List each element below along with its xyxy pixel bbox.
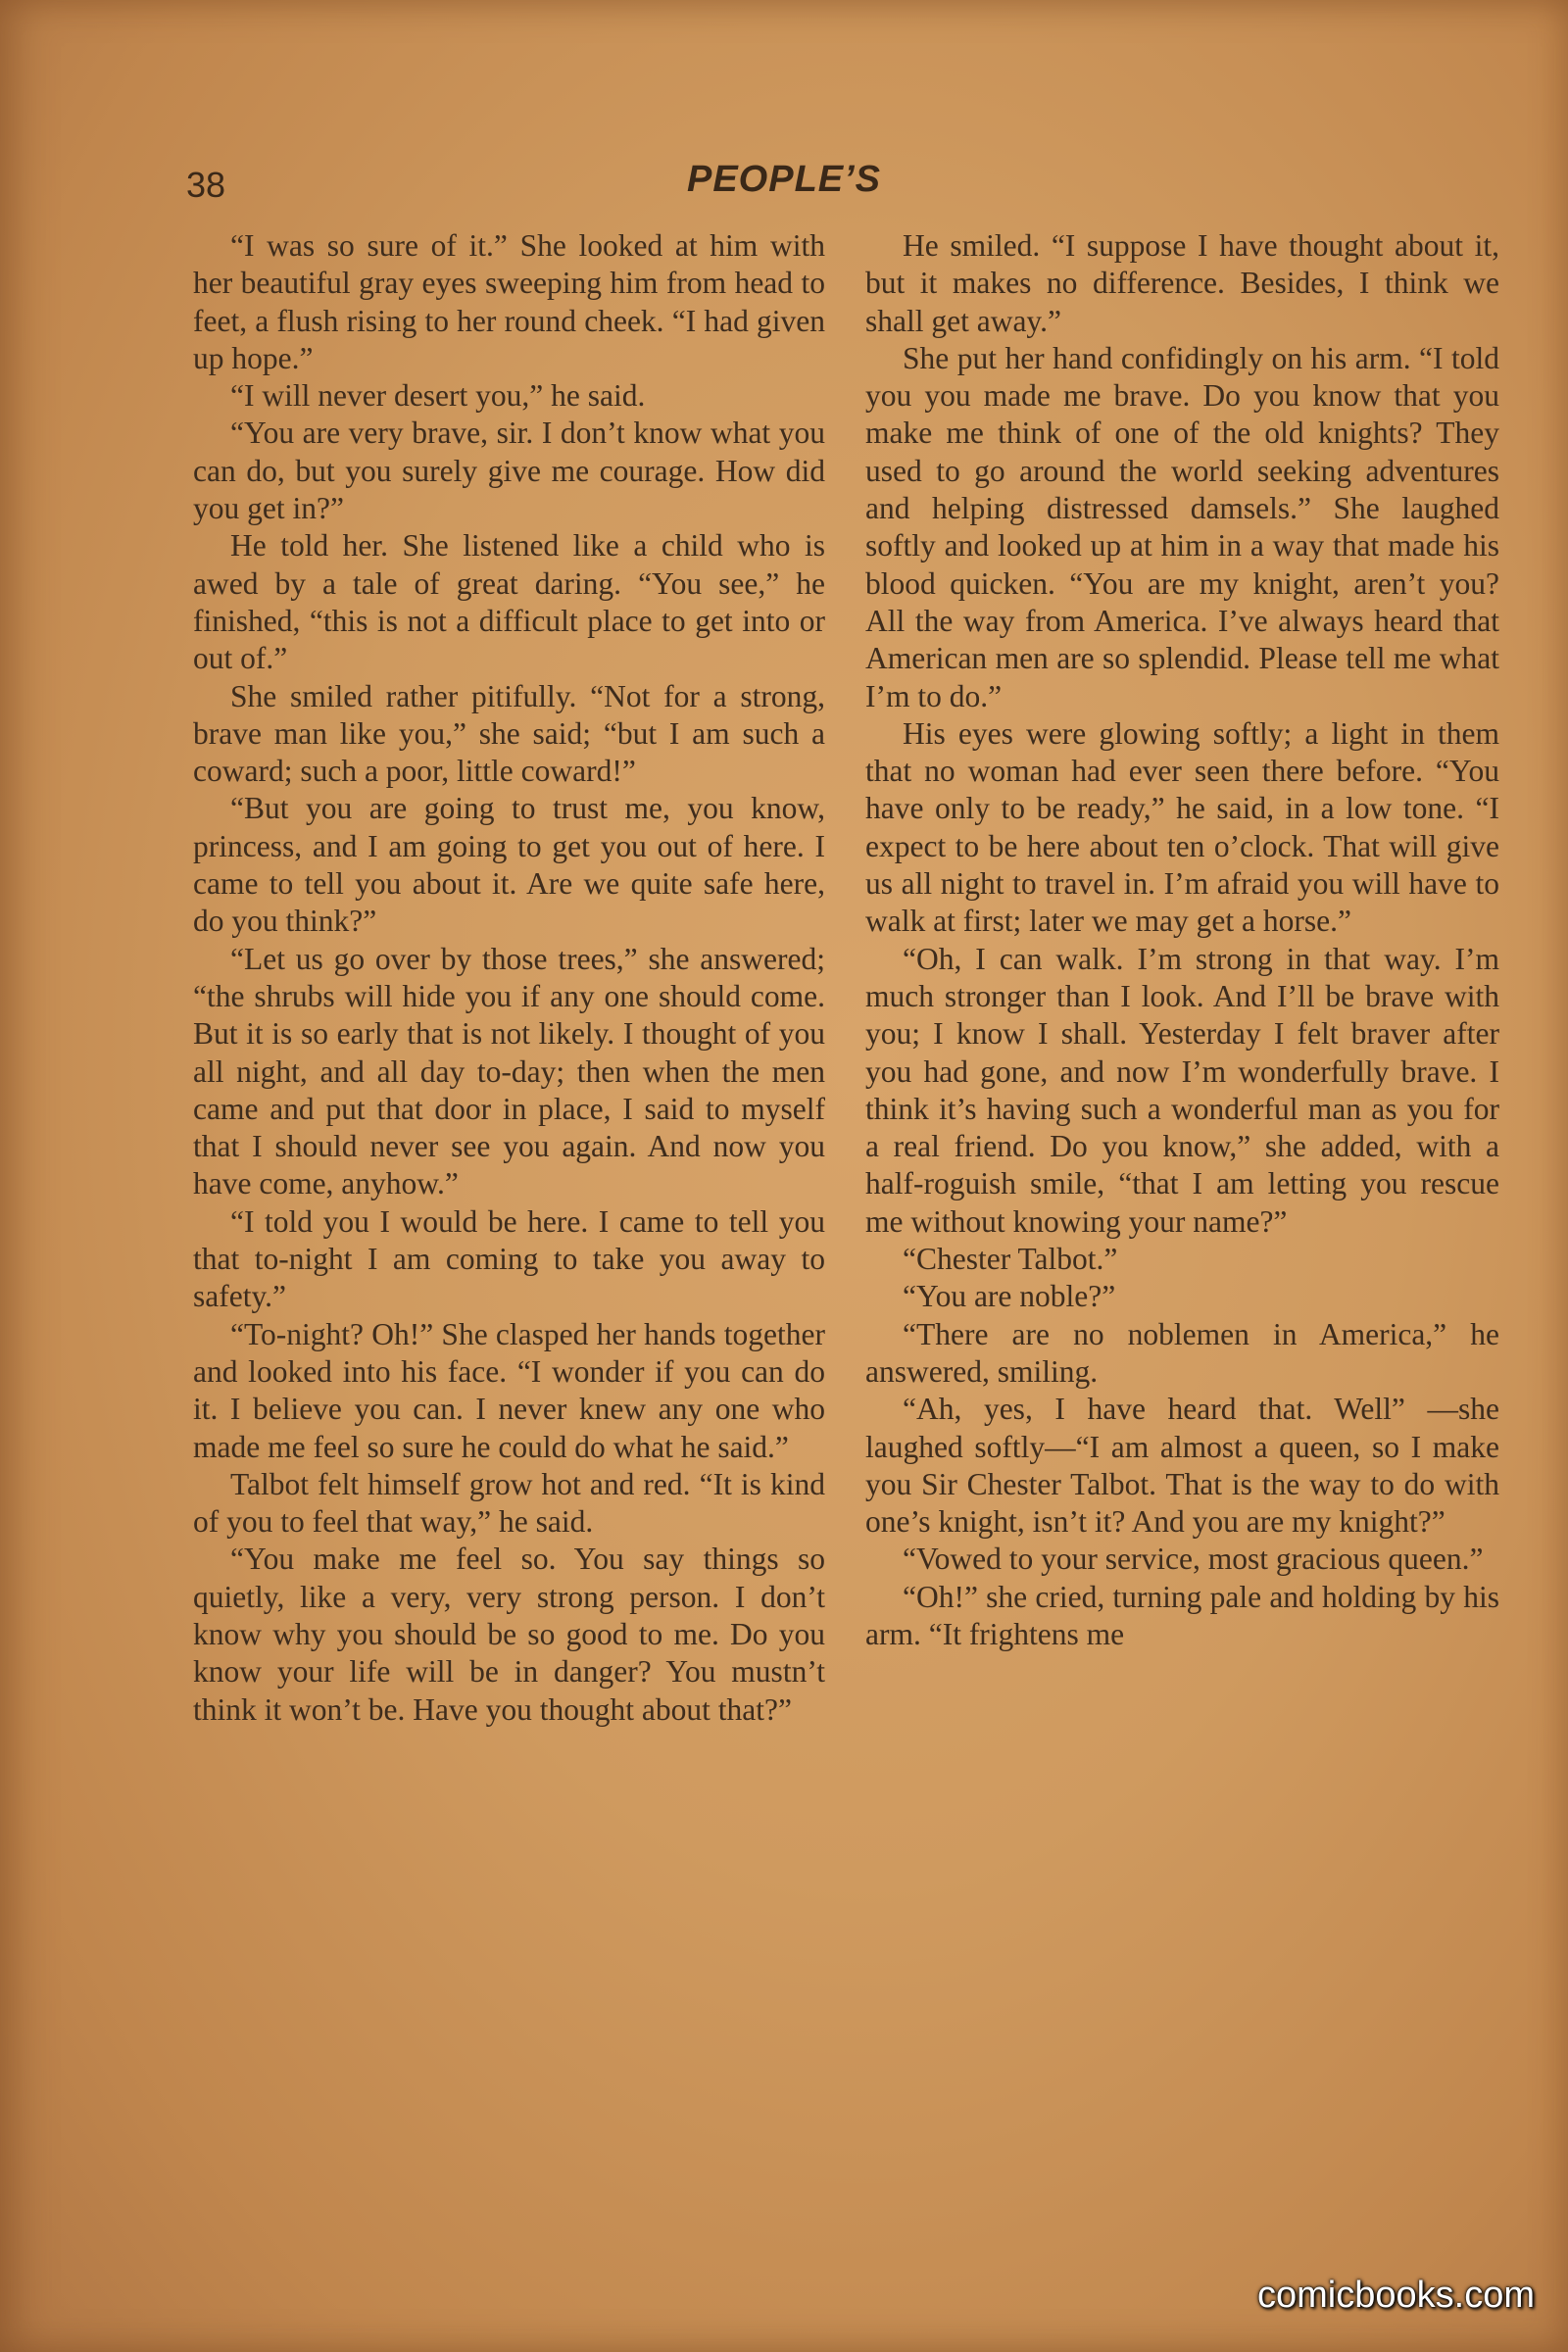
paragraph: “You are noble?” [903,1279,1116,1314]
paragraph: “Ah, yes, I have heard that. Well” —she laughed softly—“I am almost a queen, so I make you Sir Chester Talbot. That is the way to do with one’s knight, isn’t it? And you are my knight?” [865,1392,1499,1540]
page-number: 38 [186,165,226,205]
right-column [865,227,1499,1653]
paragraph: His eyes were glowing softly; a light in them that no woman had ever seen there before. “You have only to be ready,” he said, in a low tone. “I expect to be here about ten o’clock. That will give us all night to travel in. I’m afraid you will have to walk at first; later we may get a horse.” [865,715,1499,939]
left-column [193,227,825,1729]
paragraph: “But you are going to trust me, you know, princess, and I am going to get you out of here. I came to tell you about it. Are we quite safe here, do you think?” [193,791,825,939]
paragraph: “Vowed to your service, most gracious queen.” [903,1542,1484,1577]
paragraph: She smiled rather pitifully. “Not for a strong, brave man like you,” she said; “but I am such a coward; such a poor, little coward!” [193,678,825,789]
paragraph: Talbot felt himself grow hot and red. “It is kind of you to feel that way,” he said. [193,1466,825,1540]
running-head: PEOPLE’S [686,159,882,200]
paragraph: “Chester Talbot.” [903,1242,1118,1277]
paragraph: “I will never desert you,” he said. [230,378,646,414]
watermark-logo: comicbooks.com [1257,2275,1535,2316]
paragraph: “You make me feel so. You say things so quietly, like a very, very strong person. I don’t know why you should be so good to me. Do you know your life will be in danger? You mustn’t think it won’t be. Have you thought about that?” [193,1542,825,1727]
paragraph: “You are very brave, sir. I don’t know what you can do, but you surely give me courage. How did you get in?” [193,416,825,526]
paragraph: “There are no noblemen in America,” he answered, smiling. [865,1316,1499,1389]
paragraph: He told her. She listened like a child who is awed by a tale of great daring. “You see,” he finished, “this is not a difficult place to get into or out of.” [193,528,825,676]
paragraph: “To-night? Oh!” She clasped her hands together and looked into his face. “I wonder if you can do it. I believe you can. I never knew any one who made me feel so sure he could do what he said.” [193,1316,825,1464]
paragraph: “I told you I would be here. I came to tell you that to-night I am coming to take you away to safety.” [193,1203,825,1314]
paragraph: “Let us go over by those trees,” she answered; “the shrubs will hide you if any one should come. But it is so early that is not likely. I thought of you all night, and all day to-day; then when the men came and put that door in place, I said to myself that I should never see you again. And now you have come, anyhow.” [193,941,825,1201]
paragraph: She put her hand confidingly on his arm. “I told you you made me brave. Do you know that you make me think of one of the old knights? They used to go around the world seeking adventures and helping distressed damsels.” She laughed softly and looked up at him in a way that made his blood quicken. “You are my knight, aren’t you? All the way from America. I’ve always heard that American men are so splendid. Please tell me what I’m to do.” [865,340,1499,713]
paragraph: “Oh, I can walk. I’m strong in that way. I’m much stronger than I look. And I’ll be brave with you; I know I shall. Yesterday I felt braver after you had gone, and now I’m wonderfully brave. I think it’s having such a wonderful man as you for a real friend. Do you know,” she added, with a half-roguish smile, “that I am letting you rescue me without knowing your name?” [865,941,1499,1239]
paragraph: “I was so sure of it.” She looked at him with her beautiful gray eyes sweeping him from head to feet, a flush rising to her round cheek. “I had given up hope.” [193,228,825,375]
paragraph: He smiled. “I suppose I have thought about it, but it makes no difference. Besides, I think we shall get away.” [865,228,1499,338]
paragraph: “Oh!” she cried, turning pale and holding by his arm. “It frightens me [865,1579,1499,1651]
